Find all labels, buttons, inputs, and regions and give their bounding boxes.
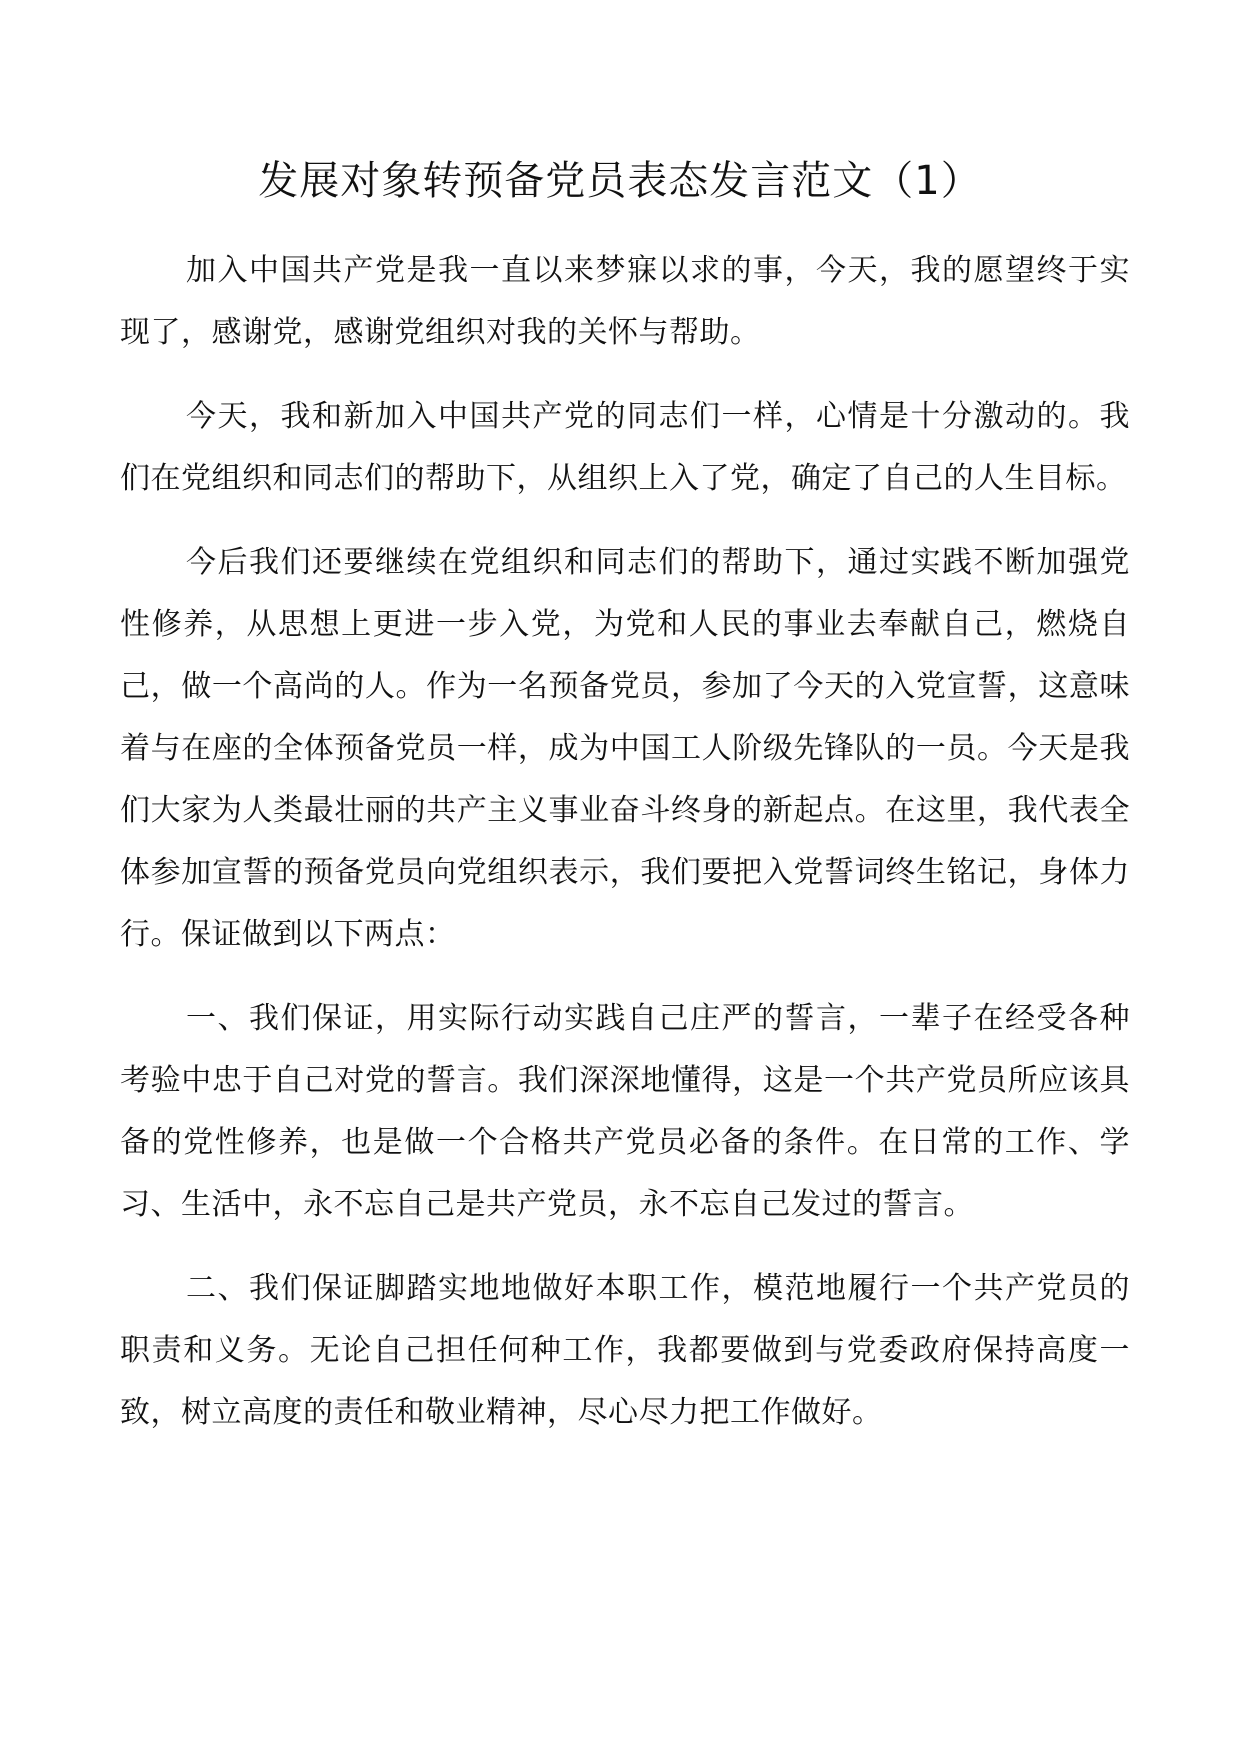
paragraph-3: 今后我们还要继续在党组织和同志们的帮助下，通过实践不断加强党性修养，从思想上更进一步入党，为党和人民的事业去奉献自己，燃烧自己，做一个高尚的人。作为一名预备党员，参加了今天的入党宣誓，这意味着与在座的全体预备党员一样，成为中国工人阶级先锋队的一员。今天是我们大家为人类最壮丽的共产主义事业奋斗终身的新起点。在这里，我代表全体参加宣誓的预备党员向党组织表示，我们要把入党誓词终生铭记，身体力行。保证做到以下两点： [120,545,1130,952]
document-body [120,240,1130,1466]
paragraph-5: 二、我们保证脚踏实地地做好本职工作，模范地履行一个共产党员的职责和义务。无论自己担任何种工作，我都要做到与党委政府保持高度一致，树立高度的责任和敬业精神，尽心尽力把工作做好。 [120,1271,1130,1430]
paragraph-2: 今天，我和新加入中国共产党的同志们一样，心情是十分激动的。我们在党组织和同志们的帮助下，从组织上入了党，确定了自己的人生目标。 [120,399,1130,496]
paragraph-4: 一、我们保证，用实际行动实践自己庄严的誓言，一辈子在经受各种考验中忠于自己对党的誓言。我们深深地懂得，这是一个共产党员所应该具备的党性修养，也是做一个合格共产党员必备的条件。在日常的工作、学习、生活中，永不忘自己是共产党员，永不忘自己发过的誓言。 [120,1001,1130,1222]
document-title: 发展对象转预备党员表态发言范文（1） [258,158,982,204]
paragraph-1: 加入中国共产党是我一直以来梦寐以求的事，今天，我的愿望终于实现了，感谢党，感谢党组织对我的关怀与帮助。 [120,253,1130,350]
